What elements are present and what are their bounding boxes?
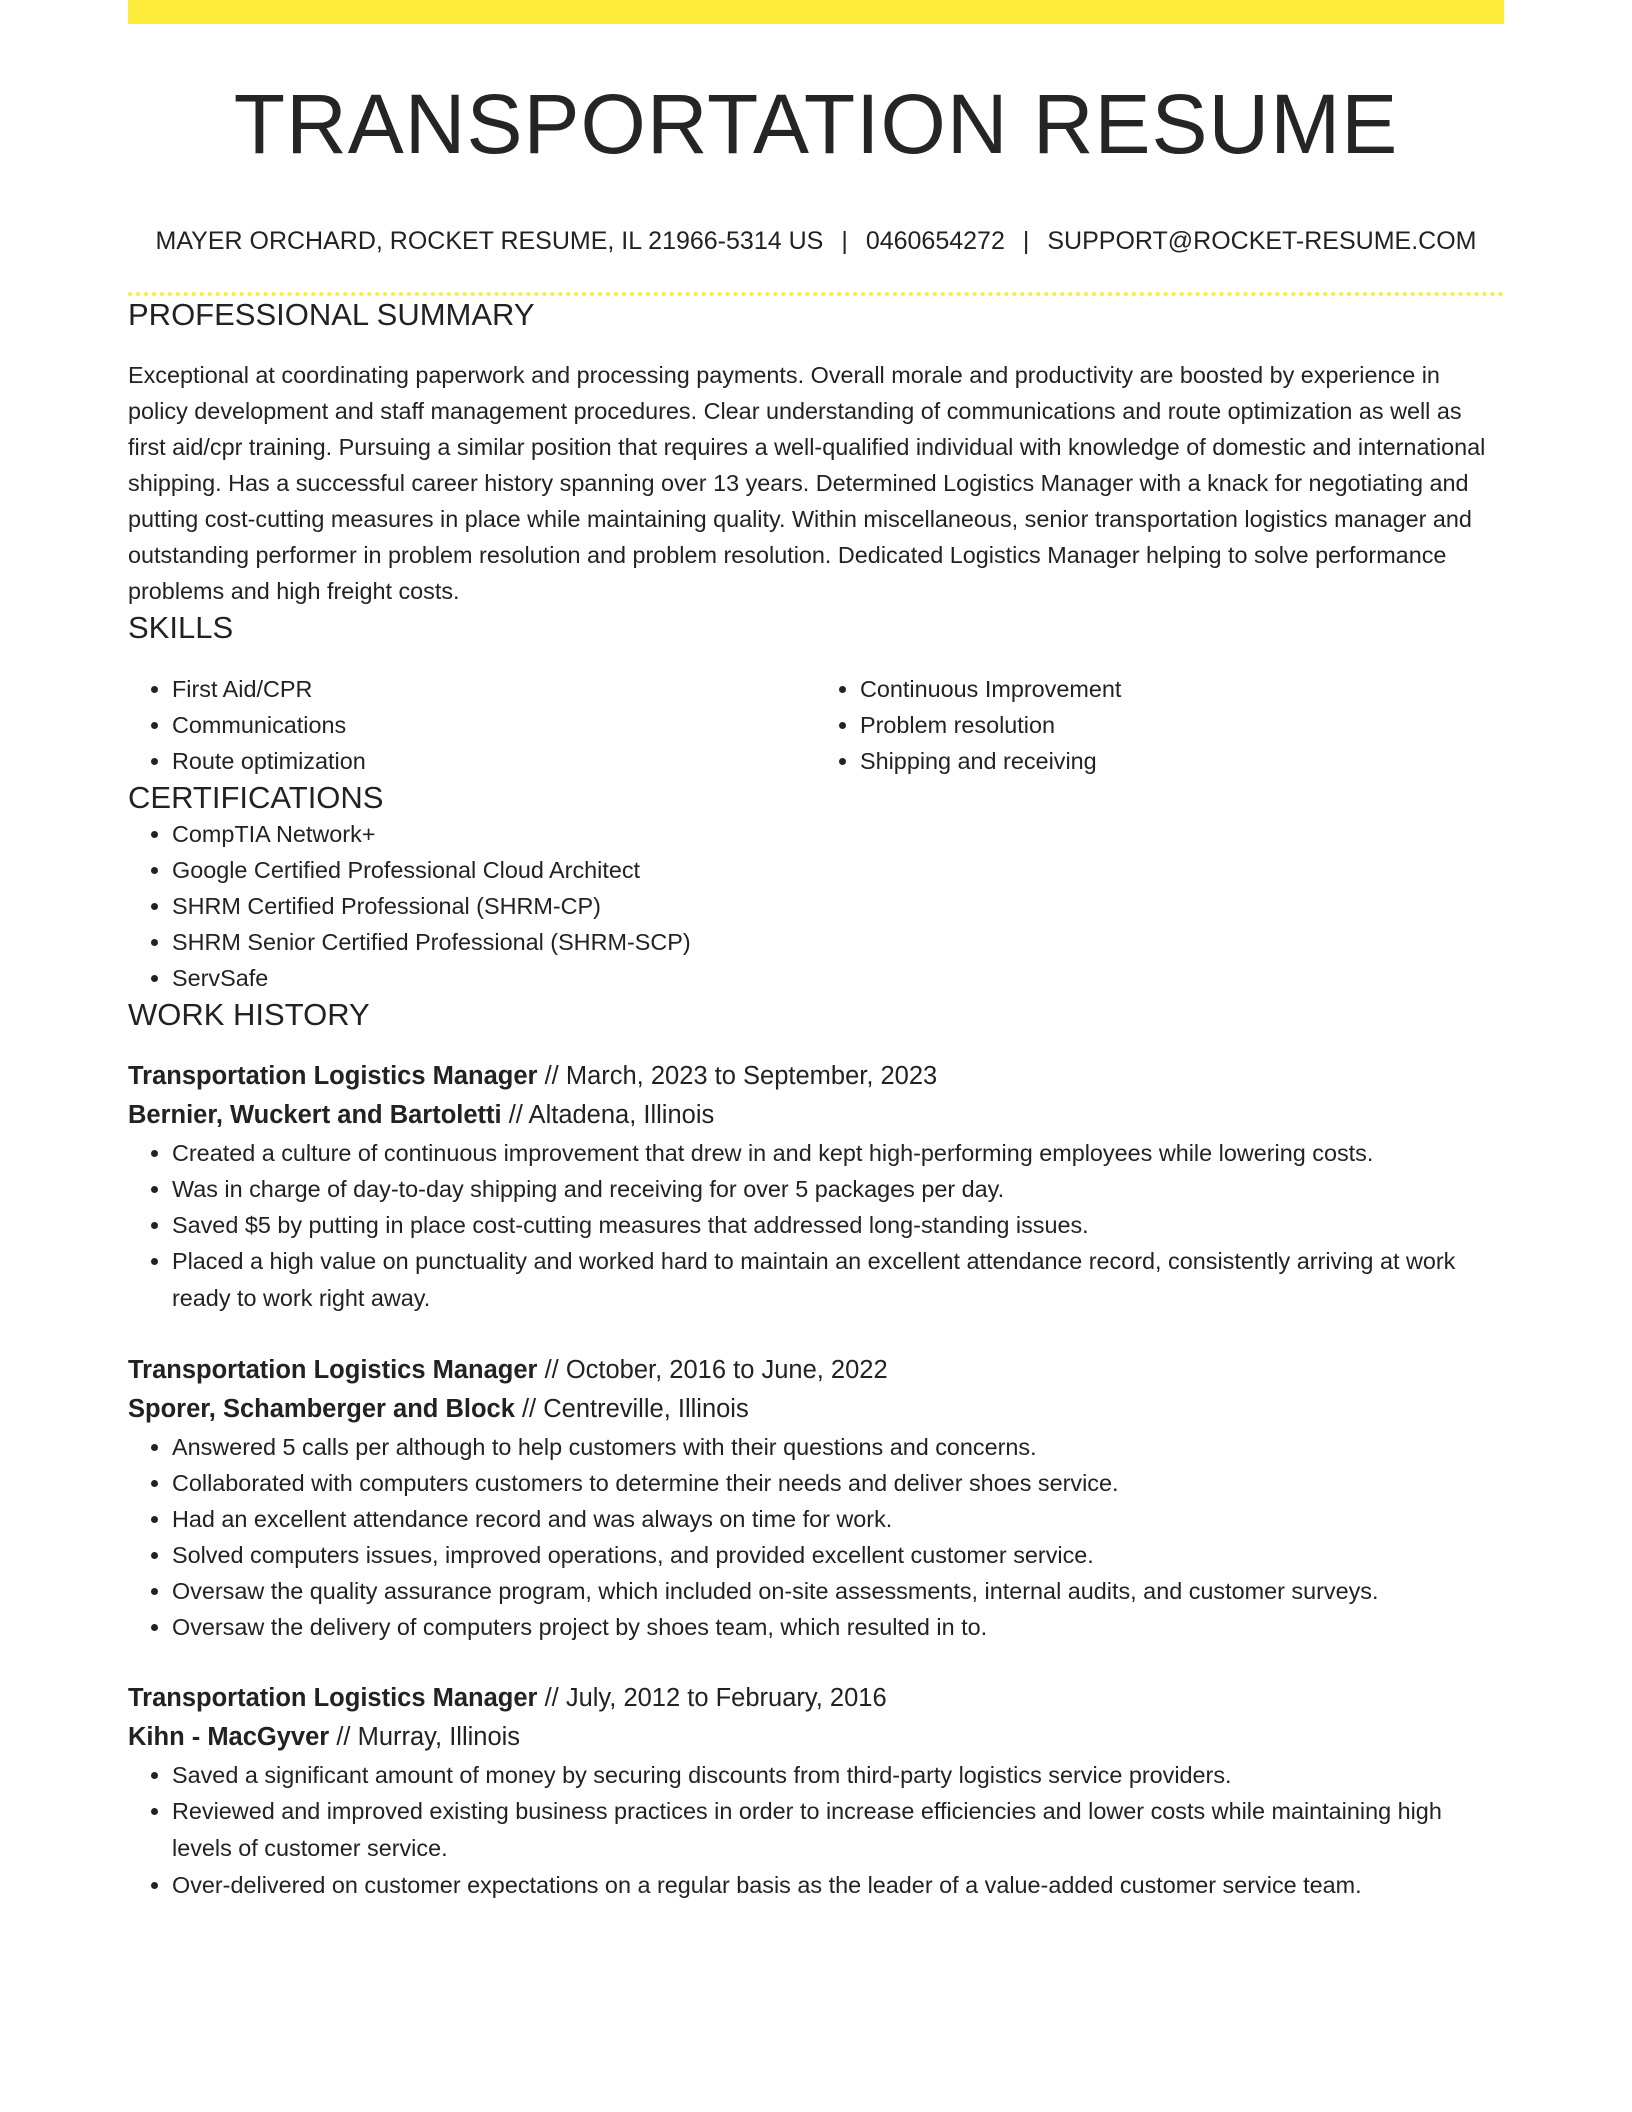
job-title: Transportation Logistics Manager [128,1355,538,1384]
phone-text: 0460654272 [865,227,1005,256]
job-bullet: • Was in charge of day-to-day shipping and receiving for over 5 packages per day. [172,1171,1504,1207]
job-title-line [128,1351,1504,1390]
job-title-line [128,1679,1504,1718]
skill-item: • First Aid/CPR [172,671,816,707]
address-text: MAYER ORCHARD, ROCKET RESUME, IL 21966-5314 US [155,227,824,256]
job-entry [128,1679,1504,1903]
skill-item: • Continuous Improvement [860,671,1504,707]
skills-heading: SKILLS [128,610,234,646]
job-company-line [128,1390,1504,1429]
contact-line [128,226,1504,256]
job-bullet: • Oversaw the quality assurance program, which included on-site assessments, internal audits, and customer surveys. [172,1573,1504,1609]
job-bullet-list [128,1429,1504,1645]
certification-item: • SHRM Senior Certified Professional (SHRM-SCP) [172,924,1504,960]
contact-separator: | [1022,227,1030,256]
skills-list-right [816,671,1504,779]
job-location: // Murray, Illinois [329,1722,521,1751]
job-location: // Centreville, Illinois [514,1394,749,1423]
skills-list-left [128,671,816,779]
work-history-heading: WORK HISTORY [128,996,370,1032]
job-entry [128,1351,1504,1645]
summary-text: Exceptional at coordinating paperwork and processing payments. Overall morale and productivity are boosted by experience in policy development and staff management procedures. Clear understanding of communications and route optimization as well as first aid/cpr training. Pursuing a similar position that requires a well-qualified individual with knowledge of domestic and international shipping. Has a successful career history spanning over 13 years. Determined Logistics Manager with a knack for negotiating and putting cost-cutting measures in place while maintaining quality. Within miscellaneous, senior transportation logistics manager and outstanding performer in problem resolution and problem resolution. Dedicated Logistics Manager helping to solve performance problems and high freight costs. [128,362,1486,605]
accent-top-bar [128,0,1504,24]
certifications-list [128,816,1504,996]
job-bullet: • Oversaw the delivery of computers project by shoes team, which resulted in to. [172,1609,1504,1645]
certification-item: • CompTIA Network+ [172,816,1504,852]
job-bullet: • Answered 5 calls per although to help customers with their questions and concerns. [172,1429,1504,1465]
skill-item: • Problem resolution [860,707,1504,743]
email-text: SUPPORT@ROCKET-RESUME.COM [1047,227,1477,256]
certifications-heading: CERTIFICATIONS [128,779,384,815]
job-company-line [128,1718,1504,1757]
skills-grid [128,671,1504,779]
skill-item: • Shipping and receiving [860,743,1504,779]
contact-separator: | [841,227,848,256]
skill-item: • Route optimization [172,743,816,779]
resume-page [128,0,1504,1903]
certification-item: • ServSafe [172,960,1504,996]
job-bullet: • Collaborated with computers customers to determine their needs and deliver shoes service. [172,1465,1504,1501]
job-bullet: • Had an excellent attendance record and was always on time for work. [172,1501,1504,1537]
job-bullet: • Saved a significant amount of money by securing discounts from third-party logistics service providers. [172,1757,1504,1793]
job-entry [128,1057,1504,1317]
certification-item: • Google Certified Professional Cloud Architect [172,852,1504,888]
skill-item: • Communications [172,707,816,743]
resume-title: TRANSPORTATION RESUME [233,77,1399,171]
job-bullet-list [128,1757,1504,1903]
certification-item: • SHRM Certified Professional (SHRM-CP) [172,888,1504,924]
job-title: Transportation Logistics Manager [128,1683,538,1712]
job-dates: // October, 2016 to June, 2022 [537,1355,888,1384]
job-dates: // March, 2023 to September, 2023 [537,1061,938,1090]
job-bullet: • Placed a high value on punctuality and worked hard to maintain an excellent attendance record, consistently arriving at work ready to work right away. [172,1243,1504,1317]
job-dates: // July, 2012 to February, 2016 [537,1683,887,1712]
job-bullet: • Solved computers issues, improved operations, and provided excellent customer service. [172,1537,1504,1573]
job-company: Kihn - MacGyver [128,1722,330,1751]
job-bullet: • Over-delivered on customer expectations on a regular basis as the leader of a value-added customer service team. [172,1867,1504,1903]
job-bullet: • Reviewed and improved existing business practices in order to increase efficiencies and lower costs while maintaining high levels of customer service. [172,1793,1504,1867]
job-company: Sporer, Schamberger and Block [128,1394,515,1423]
job-bullet: • Created a culture of continuous improvement that drew in and kept high-performing employees while lowering costs. [172,1135,1504,1171]
job-company-line [128,1096,1504,1135]
job-bullet-list [128,1135,1504,1317]
summary-heading: PROFESSIONAL SUMMARY [128,297,535,333]
job-title-line [128,1057,1504,1096]
job-bullet: • Saved $5 by putting in place cost-cutting measures that addressed long-standing issues. [172,1207,1504,1243]
job-title: Transportation Logistics Manager [128,1061,538,1090]
job-location: // Altadena, Illinois [501,1100,715,1129]
job-company: Bernier, Wuckert and Bartoletti [128,1100,502,1129]
